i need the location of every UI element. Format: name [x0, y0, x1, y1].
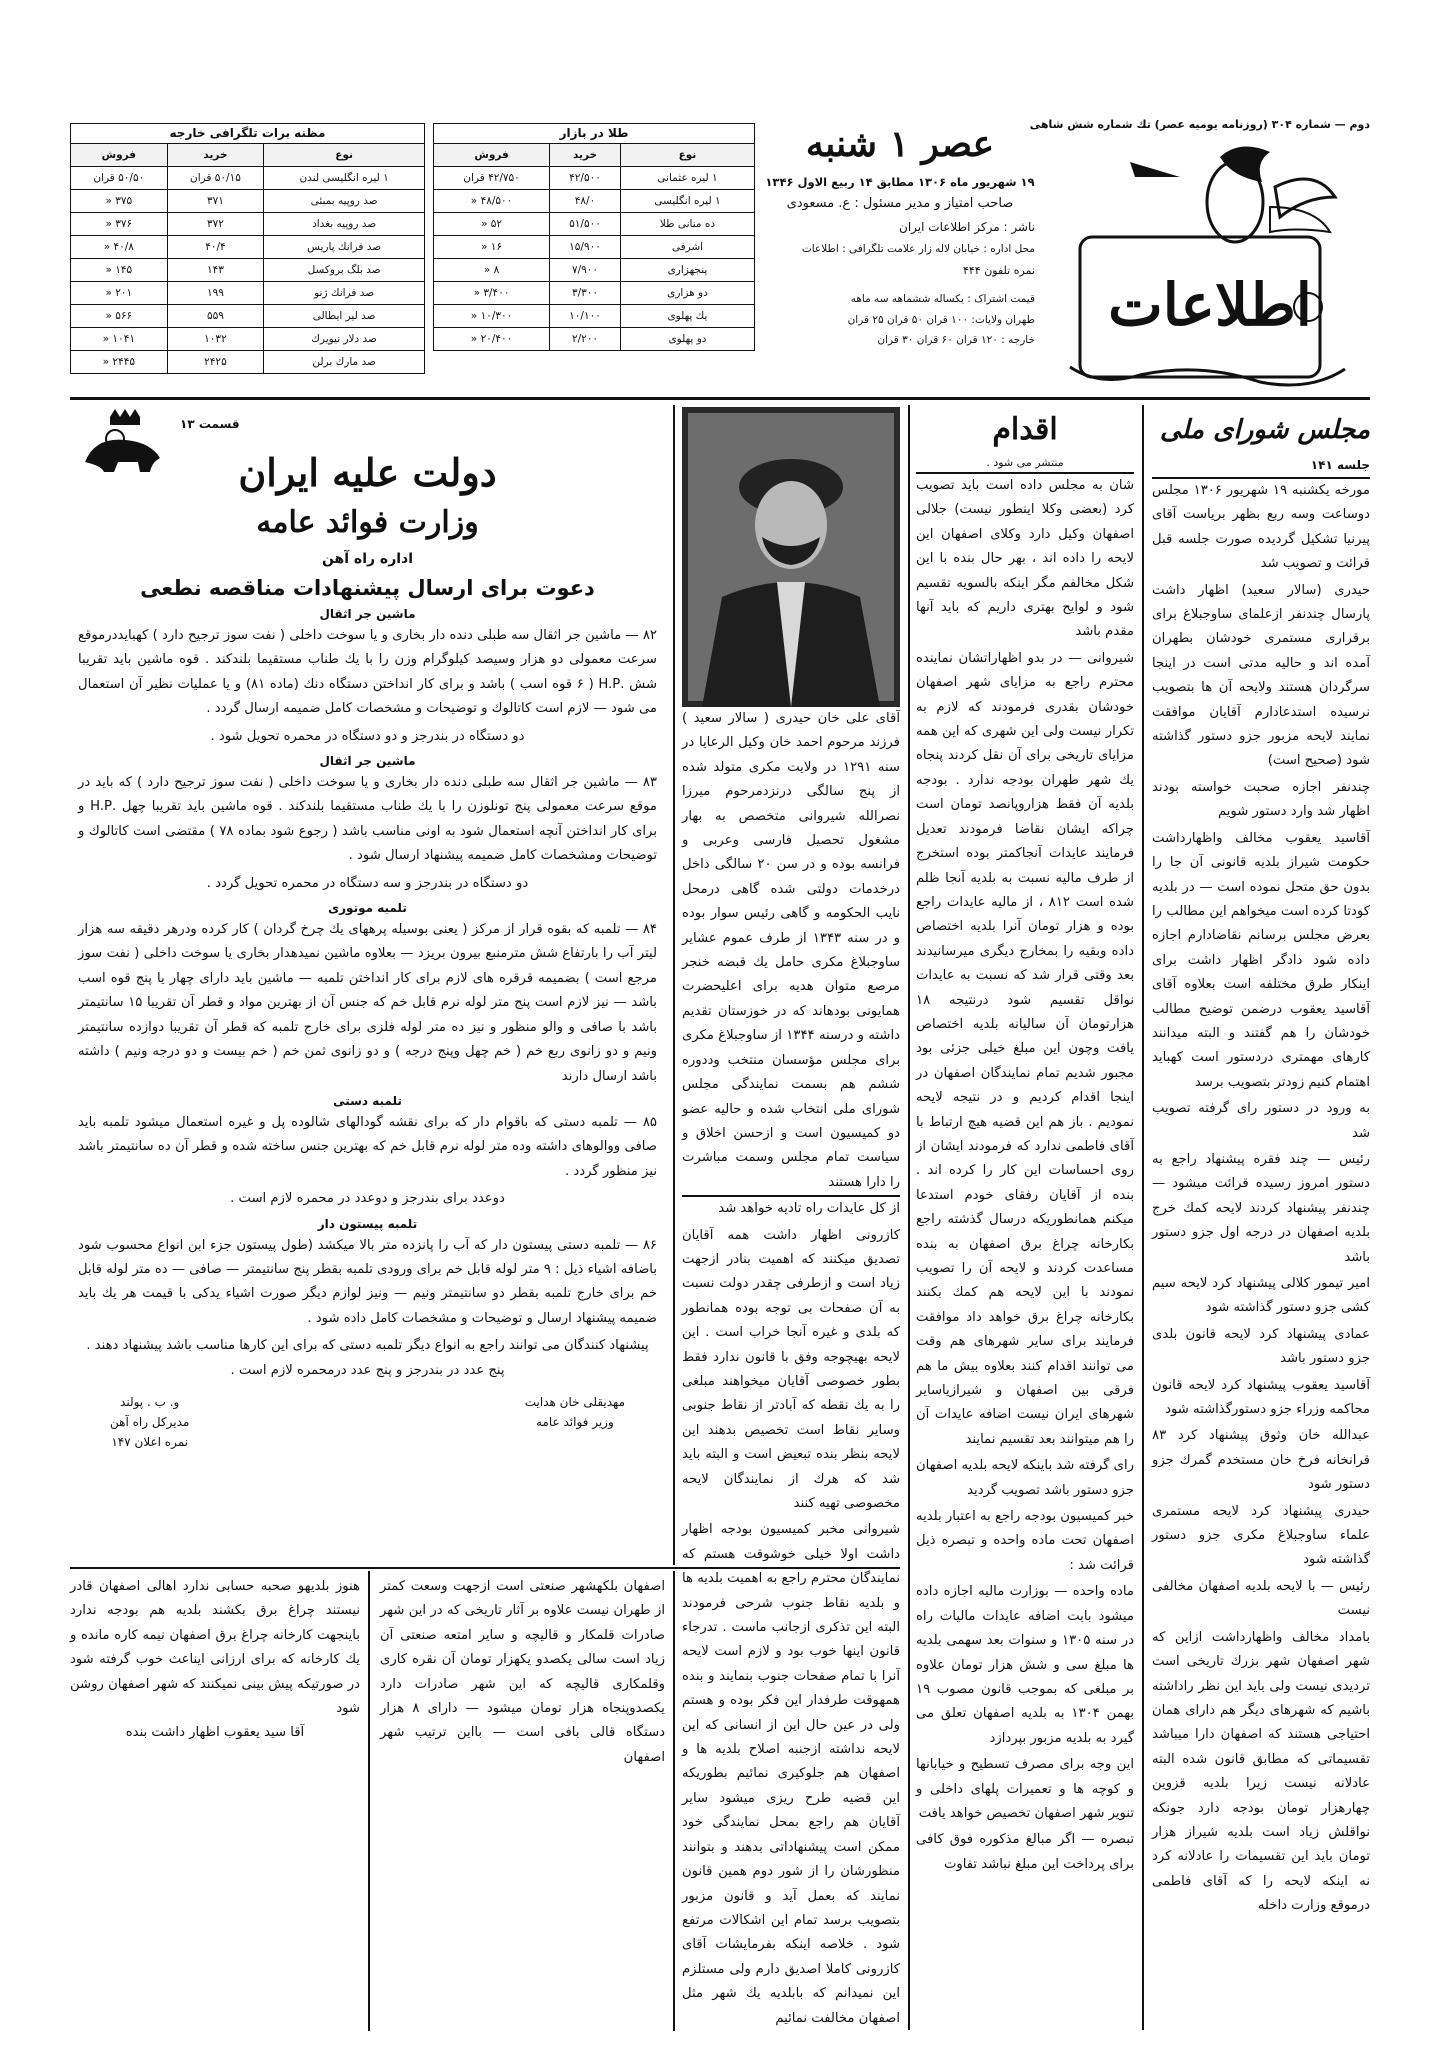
notice-item-title: تلمبه دستی	[333, 1093, 402, 1108]
table-row	[71, 236, 425, 259]
table-cell: صد روپیه بمبئی	[264, 190, 425, 213]
table-cell: ۴۰/۸ «	[71, 236, 168, 259]
table-cell: ۴۲/۷۵۰ قران	[434, 167, 550, 190]
paragraph: عمادی پیشنهاد کرد لایحه قانون بلدی جزو دستور باشد	[1152, 1326, 1370, 1367]
table-row	[434, 167, 755, 190]
paragraph: تبصره — اگر مبالغ مذکوره فوق کافی برای پرداخت این مبلغ نباشد تفاوت	[916, 1832, 1134, 1872]
notice-items	[70, 605, 665, 1383]
paragraph: حیدری (سالار سعید) اظهار داشت پارسال چندنفر ازعلمای ساوجبلاغ برای برقراری مستمری خودشان بطهران آمده اند و حالیه مدتی است در اینجا سرگردان هستند ولایحه آن ها بتصویب نرسیده استدعادارم آقایان موافقت نمایند لایحه مزبور جزو دستور گذاشته شود (صحیح است)	[1152, 582, 1370, 769]
table-cell: پنجهزاری	[620, 259, 754, 282]
table-cell: ۴۸/۵۰۰ «	[434, 190, 550, 213]
notice-item-delivery: دوعدد برای بندرجز و دوعدد در محمره لازم است .	[230, 1191, 505, 1207]
bottom-col-1-text: اصفهان بلکهشهر صنعتی است ازجهت وسعت کمتر از طهران نیست علاوه بر آثار تاریخی که در این شهر صادرات قلمکار و قالیچه و سایر امتعه صنعتی آن زیاد است سالی یکصدو یکهزار تومان آن نقره کاری وقلمکاری قالیچه که این شهر صادرات دارد یکصدوپنجاه هزار تومان میشود — دارای ۸ هزار دستگاه قالی بافی است — بااین ترتیب شهر اصفهان	[380, 1579, 665, 1765]
office-line: محل اداره : خیابان لاله زار علامت تلگرافی : اطلاعات	[801, 243, 1035, 255]
table-cell: ۱ لیره انگلیسی	[620, 190, 754, 213]
notice-item-text: ۸۲ — ماشین جر اثقال سه طبلی دنده دار بخاری و یا سوخت داخلی ( نفت سوز ترجیح دارد ) کهبایددرموقع سرعت معمولی دو هزار وسیصد کیلوگرام وزن را با یك طناب مستقیما بلندکند . قوه ماشین باید تقریبا شش .H.P ( ۶ قوه اسب ) باشد و برای کار انداختن دستگاه دنك (ماده ۸۱) و یا عملیات نظیر آن استعمال می شود — لازم است کاتالوك و توضیحات و مشخصات کامل ضمیمه ارسال گردد .	[78, 628, 658, 717]
table-cell: صد لیر ایطالی	[264, 305, 425, 328]
table-cell: ۱ لیره عثمانی	[620, 167, 754, 190]
notice-item-title: تلمبه موتوری	[328, 901, 407, 916]
lion-and-sun-emblem	[70, 407, 170, 487]
table-row	[434, 305, 755, 328]
table-row	[71, 259, 425, 282]
eqdam-column	[916, 407, 1134, 2027]
newspaper-page	[70, 115, 1370, 2030]
masthead-rule	[70, 397, 1370, 400]
table-cell: ۲/۲۰۰	[550, 328, 621, 351]
notice-item-delivery: پیشنهاد کنندگان می توانند راجع به انواع دیگر تلمبه دستی که برای این کارها مناسب باشد پیشنهاد دهند . پنج عدد در بندرجز و پنج عدد درمحمره لازم است .	[86, 1338, 649, 1378]
table-row	[434, 259, 755, 282]
gold-table-header: فروش	[434, 144, 550, 167]
notice-part: قسمت ۱۳	[180, 417, 240, 431]
fx-table-title: مظنه برات تلگرافی خارجه	[70, 123, 425, 143]
column-rule-1	[1142, 405, 1144, 2030]
table-cell: اشرفی	[620, 236, 754, 259]
fx-table-header: نوع	[264, 144, 425, 167]
table-row	[71, 190, 425, 213]
table-row	[434, 236, 755, 259]
table-cell: ۱۰۳۲	[167, 328, 264, 351]
table-cell: دو هزاری	[620, 282, 754, 305]
signature-right	[525, 1392, 625, 1452]
publisher-line: ناشر : مرکز اطلاعات ایران	[899, 220, 1035, 234]
subscription-abroad: خارجه : ۱۲۰ قران ۶۰ قران ۳۰ قران	[877, 334, 1035, 346]
gold-table-header: خرید	[550, 144, 621, 167]
table-cell: ده منانی طلا	[620, 213, 754, 236]
paragraph: رئیس — چند فقره پیشنهاد راجع به دستور امروز رسیده قرائت میشود — چندنفر پیشنهاد کردند لایحه کمك خرج بلدیه اصفهان در درجه اول جزو دستور باشد	[1152, 1151, 1370, 1265]
eqdam-subtitle: منتشر می شود .	[916, 453, 1134, 474]
table-cell: صد فرانك ژنو	[264, 282, 425, 305]
table-row	[434, 328, 755, 351]
table-cell: ۵۶۶ «	[71, 305, 168, 328]
tender-notice	[70, 407, 665, 1565]
table-row	[71, 213, 425, 236]
notice-item-title: ماشین جر اثقال	[319, 607, 416, 621]
paragraph: شیروانی — در بدو اظهاراتشان نماینده محترم راجع به مزایای شهر اصفهان خودشان بقدری فرمودند که لازم به تکرار نیست ولی این شهری که این همه مزایای تاریخی برای آن نقل کردند پنجاه یك شهر طهران بودجه ندارد . بودجه بلدیه آن فقط هزاروپانصد تومان است چراکه ایشان نقاضا فرمودند تعدیل فرمایند عایدات آنجاکمتر بوده استخرج از طرف مالیه نسبت به بلدیه آنجا ظلم شده است ۸۱۲ ، از مالیه عایدات راجع بوده و هزار تومان آنرا بلدیه اختصاص داده وبقیه را بمخارج دیگری میرسانیدند بعد وقتی قرار شد که نسبت به عایدات نواقل تقسیم شود درنتیجه ۱۸ هزارتومان آن سالیانه بلدیه اختصاص یافت وچون این مبلغ خیلی جزئی بود مجبور شدیم تمام نمایندگان اصفهان در اینجا اقدام کردیم و در نتیجه لایحه نمودیم . باز هم این قضیه هیچ ارتباط با آقای فاطمی ندارد که فرمودند ایشان از روی احساسات این کار را کرده اند . بنده از آقایان رفقای خودم استدعا میکنم همانطوریکه درسال گذشته راجع بکارخانه چراغ برق اصفهان به بنده مساعدت کردند و لایحه آن را تصویب نمودند با این لایحه هم کمك بکنند بکارخانه چراغ برق خواهد داد موافقت فرمایند برای سایر شهرهای هم وقت می توانند اقدام کنند بعلاوه بیش ما هم فرقی بین اصفهان و شیرازیاسایر شهرهای ایران نیست اضافه عایدات آن را هم میتوانند بعد تقسیم نمایند	[916, 650, 1134, 1447]
paragraph: از کل عایدات راه تادیه خواهد شد	[718, 1201, 900, 1217]
bottom-article-col-2	[70, 1575, 360, 2030]
table-cell: ۲۰۱ «	[71, 282, 168, 305]
paragraph: مورخه یکشنبه ۱۹ شهریور ۱۳۰۶ مجلس دوساعت وسه ربع بظهر بریاست آقای پیرنیا تشکیل گردیده صورت جلسه قبل قرائت و تصویب شد	[1152, 483, 1370, 572]
fx-table	[70, 143, 425, 374]
paragraph: شیروانی مخبر کمیسیون بودجه اظهار داشت اولا خیلی خوشوقت هستم که نمایندگان محترم راجع به اهمیت بلدیه ها و بلدیه نقاط جنوب شرحی فرمودند البته این تذکری ازجانب ماست . تدرجاء قانون اینها خوب بود و لازم است لایحه آنرا با تمام صفحات جنوب بنمایند و بنده همهوقت طرفدار این فکر بوده و هستم ولی در عین حال این از انسانی که این لایحه نداشته ازجنبه اصلاح بلدیه ها و اصفهان هم جلوکیری نمائیم بطوریکه این قضیه طرح ریزی میشود سایر آقایان هم راجع بمحل نمایندگی خود ممکن است پیشنهاداتی بدهند و بتوانند منظورشان را از شور دوم همین قانون نمایند که بعمل آید و قانون مزبور بتصویب برسد تمام این اشکالات مرتفع شود . خلاصه اینکه بفرمایشات آقای کازرونی کاملا اصدیق دارم ولی مستلزم این نمیدانم که بابلدیه یك شهر مثل اصفهان مخالفت نمائیم	[682, 1522, 900, 2026]
majlis-column	[1152, 407, 1370, 2027]
table-row	[71, 305, 425, 328]
paragraph: امیر تیمور کلالی پیشنهاد کرد لایحه سیم کشی جزو دستور گذاشته شود	[1152, 1276, 1370, 1316]
notice-item-delivery: دو دستگاه در بندرجز و سه دستگاه در محمره تحویل گردد .	[206, 875, 529, 891]
paragraph: بامداد مخالف واظهارداشت ازاین که شهر اصفهان شهر بزرك تاریخی است تردیدی نیست ولی باید این نظر راداشته باشیم که شهرهای دیگر هم دارای همان احتیاجی هستند که اصفهان دارا میباشد تقسیماتی که مطابق قانون شده البته عادلانه نیست زیرا بلدیه قزوین چهارهزار تومان بودجه دارد جونکه نواقلش زیاد است بلدیه شیراز هزار تومان باید این تقسیمات را عادلانه کرد نه اینکه لایحه را که آقای فاطمی درموقع وزارت داخله	[1152, 1629, 1370, 1914]
table-row	[434, 190, 755, 213]
paragraph: خبر کمیسیون بودجه راجع به اعتبار بلدیه اصفهان تحت ماده واحده و تبصره ذیل قرائت شد :	[916, 1509, 1134, 1573]
column-rule-3	[673, 405, 675, 1565]
table-cell: ۱۴۳	[167, 259, 264, 282]
paragraph: به ورود در دستور رای گرفته تصویب شد	[1152, 1101, 1370, 1141]
table-cell: ۳۷۶ «	[71, 213, 168, 236]
table-cell: ۱۰/۳۰۰ «	[434, 305, 550, 328]
table-cell: ۸ «	[434, 259, 550, 282]
table-cell: صد دلار نیویرك	[264, 328, 425, 351]
table-cell: ۱۵/۹۰۰	[550, 236, 621, 259]
table-cell: ۴۰/۴	[167, 236, 264, 259]
table-cell: ۳۷۵ «	[71, 190, 168, 213]
table-row	[71, 282, 425, 305]
masthead-info	[765, 115, 1035, 405]
notice-item-title: ماشین جر اثقال	[319, 754, 416, 769]
bottom-strip-rule	[70, 1567, 900, 1569]
table-row	[434, 282, 755, 305]
bottom-strip-divider-2	[368, 1571, 370, 2031]
notice-item-title: تلمبه پیستون دار	[317, 1216, 418, 1231]
table-cell: ۱۶ «	[434, 236, 550, 259]
signature-right-name: مهدیقلی خان هدایت	[524, 1394, 625, 1409]
paragraph: چندنفر اجازه صحبت خواسته بودند اظهار شد وارد دستور شویم	[1152, 779, 1370, 820]
table-row	[71, 351, 425, 374]
gold-table-title: طلا در بازار	[433, 123, 755, 143]
table-cell: صد روپیه بغداد	[264, 213, 425, 236]
table-cell: ۳/۴۰۰ «	[434, 282, 550, 305]
edition-line: دوم — شماره ۳۰۴ (روزنامه یومیه عصر) تك شماره شش شاهی	[1029, 118, 1370, 131]
table-cell: ۵۵۹	[167, 305, 264, 328]
middle-column	[682, 407, 901, 2026]
portrait-photo	[682, 407, 900, 707]
notice-call: دعوت برای ارسال پیشنهادات مناقصه نطعی	[140, 576, 595, 600]
notice-number: نمره اعلان ۱۴۷	[111, 1434, 188, 1449]
fx-table-header: فروش	[71, 144, 168, 167]
paragraph: شان به مجلس داده است باید تصویب کرد (بعضی وکلا اینطور نیست) جلالی اصفهان وکیل دارد وکلای اصفهان این لایحه را داده اند ، بهر حال بنده با این شکل مخالفم مگر اینکه بالسویه تقسیم شود و لوایح بهتری داریم که باید آنها مقدم باشد	[916, 478, 1134, 640]
table-cell: ۳/۳۰۰	[550, 282, 621, 305]
table-cell: ۳۷۲	[167, 213, 264, 236]
table-cell: ۱۰۴۱ «	[71, 328, 168, 351]
table-cell: ۴۸/۰	[550, 190, 621, 213]
table-cell: ۲۴۲۵	[167, 351, 264, 374]
phone-line: نمره تلفون ۴۴۴	[962, 264, 1035, 277]
paragraph: ماده واحده — بوزارت مالیه اجازه داده میشود بابت اضافه عایدات مالیات راه در سنه ۱۳۰۵ و سنوات بعد سهمی بلدیه ها مبلغ سی و شش هزار تومان علاوه بر مبلغی که بموجب قانون مصوب ۱۹ بهمن ۱۳۰۴ به بلدیه اصفهان تعلق می گیرد به بلدیه مزبور بپردازد	[916, 1584, 1134, 1746]
table-cell: صد بلگ بروکسل	[264, 259, 425, 282]
owner-line: صاحب امتیاز و مدیر مسئول : ع. مسعودی	[786, 196, 1014, 211]
paragraph: رای گرفته شد باینکه لایحه بلدیه اصفهان جزو دستور باشد تصویب گردید	[916, 1458, 1134, 1498]
notice-item-delivery: دو دستگاه در بندرجز و دو دستگاه در محمره تحویل شود .	[210, 728, 525, 744]
bottom-strip-divider	[673, 1571, 675, 2031]
portrait-caption: آقای علی خان حیدری ( سالار سعید ) فرزند مرحوم احمد خان وکیل الرعایا در سنه ۱۲۹۱ در ولایت مکری متولد شده از پنج سالگی درنزدمرحوم میرزا نصرالله شیروانی متخصص به بهار مشغول تحصیل فارسی وعربی و فرانسه بوده و در سن ۲۰ سالگی داخل درخدمات دولتی شده گاهی درمحل نایب الحکومه و گاهی رئیس سوار بوده و در سنه ۱۳۴۳ از طرف عموم عشایر ساوجبلاغ مکری حامل یك قبضه خنجر مرصع متوان هدیه برای اعلیحضرت همایونی بودهاند که در خوزستان تقدیم داشته و درسنه ۱۳۴۴ از ساوجبلاغ مکری برای مجلس مؤسسان منتخب وددوره ششم هم بسمت نمایندگی مجلس شورای ملی انتخاب شده و حالیه عضو دو کمیسیون است و ازحسن اخلاق و سیاست تمام مجلس وسمت مباشرت را دارا هستند	[682, 707, 900, 1197]
subscription-tehran: طهران ولایات: ۱۰۰ قران ۵۰ قران ۲۵ قران	[847, 314, 1035, 326]
table-cell: ۵۲ «	[434, 213, 550, 236]
table-cell: دو پهلوی	[620, 328, 754, 351]
notice-heading-1: دولت علیه ایران	[238, 450, 497, 495]
eqdam-body	[916, 474, 1134, 1877]
majlis-session: جلسه ۱۴۱	[1152, 453, 1370, 479]
paragraph: این وجه برای مصرف تسطیح و خیابانها و کوچه ها و تعمیرات پلهای داخلی و تنویر شهر اصفهان تخصیص خواهد یافت	[916, 1757, 1134, 1821]
bottom-col-2-end: آقا سید یعقوب اظهار داشت بنده	[125, 1725, 305, 1741]
signature-left-title: مدیرکل راه آهن	[110, 1414, 190, 1429]
table-cell: ۵۰/۵۰ قران	[71, 167, 168, 190]
subscription-heading: قیمت اشتراک : یکساله ششماهه سه ماهه	[850, 293, 1035, 305]
day-title: عصر ۱ شنبه	[805, 123, 995, 165]
signature-right-title: وزیر فوائد عامه	[535, 1414, 614, 1429]
date-line: ۱۹ شهریور ماه ۱۳۰۶ مطابق ۱۴ ربیع الاول ۱۳۴۶	[765, 175, 1035, 189]
table-row	[71, 328, 425, 351]
middle-body	[682, 1197, 900, 2031]
table-row	[71, 167, 425, 190]
gold-table	[433, 143, 755, 351]
table-cell: صد فرانك پاریس	[264, 236, 425, 259]
paragraph: رئیس — با لایحه بلدیه اصفهان مخالفی نیست	[1152, 1578, 1370, 1619]
masthead-logo-block	[1029, 115, 1370, 405]
paragraph: عبدالله خان وثوق پیشنهاد کرد ۸۳ قرانخانه فرخ خان مستخدم گمرك جزو دستور شود	[1152, 1428, 1370, 1493]
logo-text: اطلاعات	[1108, 271, 1312, 339]
table-cell: ۱۴۵ «	[71, 259, 168, 282]
bottom-col-2-text: هنوز بلدیهو صحبه حسابی ندارد اهالی اصفهان قادر نیستند چراغ برق بکشند بلدیه هم بودجه ندارد باینجهت کارخانه چراغ برق اصفهان نیمه کاره مانده و یك کارخانه که برای ارزانی ایناعث خوب گرفته شود در صورتیکه پیش بینی نمیکنند که شهر اصفهان روشن شود	[70, 1579, 360, 1717]
notice-office: اداره راه آهن	[321, 551, 414, 567]
table-cell: ۷/۹۰۰	[550, 259, 621, 282]
paragraph: کازرونی اظهار داشت همه آقایان تصدیق میکنند که اهمیت بنادر ازجهت زیاد است و ازطرفی چقدر دولت نسبت به آن صفحات بی توجه بوده همانطور که بلدی و غیره آنجا خراب است . این لایحه بهیچوجه وفق با قانون ندارد فقط بطور خصوصی آقایان میخواهند مبلغی را به یك نقطه که آبادتر از نقاط جنوبی وسایر نقاط است تخصیص بدهند این لایحه بنظر بنده تبعیض است و البته باید شد که هرك از نمایندگان لایحه مخصوصی تهیه کنند	[682, 1227, 900, 1511]
paragraph: آقاسید یعقوب پیشنهاد کرد لایحه قانون محاکمه وزراء جزو دستورگذاشته شود	[1152, 1377, 1370, 1418]
notice-signatures	[70, 1386, 665, 1452]
gold-table-header: نوع	[620, 144, 754, 167]
table-cell: ۴۲/۵۰۰	[550, 167, 621, 190]
table-cell: ۳۷۱	[167, 190, 264, 213]
table-cell: ۲۰/۴۰۰ «	[434, 328, 550, 351]
notice-item-text: ۸۵ — تلمبه دستی که باقوام دار که برای نقشه گودالهای شالوده پل و غیره استعمال میشود تلمبه باید صافی ووالوهای داشته وده متر لوله نرم قابل خم که بهترین جنس ساخته شده و قطر آن ده سانتیمتر باشد نیز منظور گردد .	[78, 1114, 657, 1179]
table-cell: ۵۱/۵۰۰	[550, 213, 621, 236]
paragraph: آقاسید یعقوب مخالف واظهارداشت حکومت شیراز بلدیه قانونی آن جا را بدون حق متحل نموده است — در بلدیه کودتا کرده است میخواهم این مطالب را بعرض مجلس برسانم نقاضادارم اجازه داده شود دادگر اظهار داشت برای اینکار طرق مختلفه است بعلاوه آقای آقاسید یعقوب درضمن توضیح مطالب خودشان را هم گفتند و البته میدانند کارهای مهمتری دردستور است کهباید اهتمام کنیم زودتر بتصویب برسد	[1152, 830, 1370, 1090]
majlis-title: مجلس شورای ملی	[1159, 415, 1370, 445]
table-cell: ۱۰/۱۰۰	[550, 305, 621, 328]
table-cell: ۵۰/۱۵ قران	[167, 167, 264, 190]
gold-market-box	[433, 123, 755, 351]
table-row	[434, 213, 755, 236]
table-cell: ۲۴۴۵ «	[71, 351, 168, 374]
majlis-body	[1152, 479, 1370, 1919]
signature-left	[110, 1392, 189, 1452]
signature-left-name: و. ب . پولند	[120, 1394, 180, 1409]
notice-item-text: ۸۶ — تلمبه دستی پیستون دار که آب را پانزده متر بالا میکشد (طول پیستون جزء ابن انواع محسوب شود باضافه اشیاء ذیل : ۹ متر لوله قابل خم برای ورودی تلمبه بقطر پنج سانتیمتر — صافی — ده متر لوله قابل خم برای خارج تلمبه بقطر دو سانتیمتر ونیم — ونیز لوازم دیگر صورت اشیاء یدکی با قیمت هر یك باید ضمیمه پیشنهاد ارسال و توضیحات و مشخصات کامل داده شود .	[78, 1237, 657, 1326]
fx-table-header: خرید	[167, 144, 264, 167]
notice-heading-2: وزارت فوائد عامه	[256, 505, 479, 540]
table-cell: ۱ لیره انگلیسی لندن	[264, 167, 425, 190]
eqdam-title: اقدام	[992, 412, 1058, 447]
fx-market-box	[70, 123, 425, 374]
paragraph: حیدری پیشنهاد کرد لایحه مستمری علماء ساوجبلاغ مکری جزو دستور گذاشته شود	[1152, 1503, 1370, 1568]
table-cell: ۱۹۹	[167, 282, 264, 305]
table-cell: صد مارك برلن	[264, 351, 425, 374]
notice-item-text: ۸۳ — ماشین جر اثقال سه طبلی دنده دار بخاری و یا سوخت داخلی ( نفت سوز ترجیح دارد ) که باید در موقع سرعت معمولی پنج تونلوزن را با یك طناب مستقیما بلندکند . قوه ماشین باید تقریبا چهل .H.P و برای کار انداختن آنچه استعمال شود به اونی مناسب باشد ( رجوع شود بماده ۷۸ ) مقتضی است کاتالوك و توضیحات ومشخصات کامل ضمیمه پیشنهاد ارسال شود .	[78, 775, 657, 864]
table-cell: یك پهلوی	[620, 305, 754, 328]
bottom-article-col-1	[380, 1575, 665, 2030]
column-rule-2	[908, 405, 910, 2030]
notice-item-text: ۸۴ — تلمبه که بقوه قرار از مرکز ( یعنی بوسیله پرههای یك چرخ گردان ) کار کرده ودرهر دقیقه سه هزار لیتر آب را بارتفاع شش مترمنبع بیرون بریزد — بعلاوه ماشین نمیدهدار بخاری یا سوخت داخلی ( نفت سوز مرجع است ) بضمیمه قرقره های لازم برای کار انداختن تلمبه — ماشین باید دارای چهار یا پنج قوه اسب باشد — نیز لازم است پنج متر لوله نرم قابل خم که جنس آن از بهترین مواد و قطر آن تقریبا ۱۵ سانتیمتر باشد با صافی و والو منظور و نیز ده متر لوله فلزی برای خارج تلمبه که قطر آن تقریبا دوازده سانتیمتر ونیم و دو زانوی ربع خم ( خم چهل وپنج درجه ) و دو زانوی ثمن خم ( خم بیست و دو درجه ونیم ) داشته باشد ارسال دارند	[78, 922, 657, 1084]
